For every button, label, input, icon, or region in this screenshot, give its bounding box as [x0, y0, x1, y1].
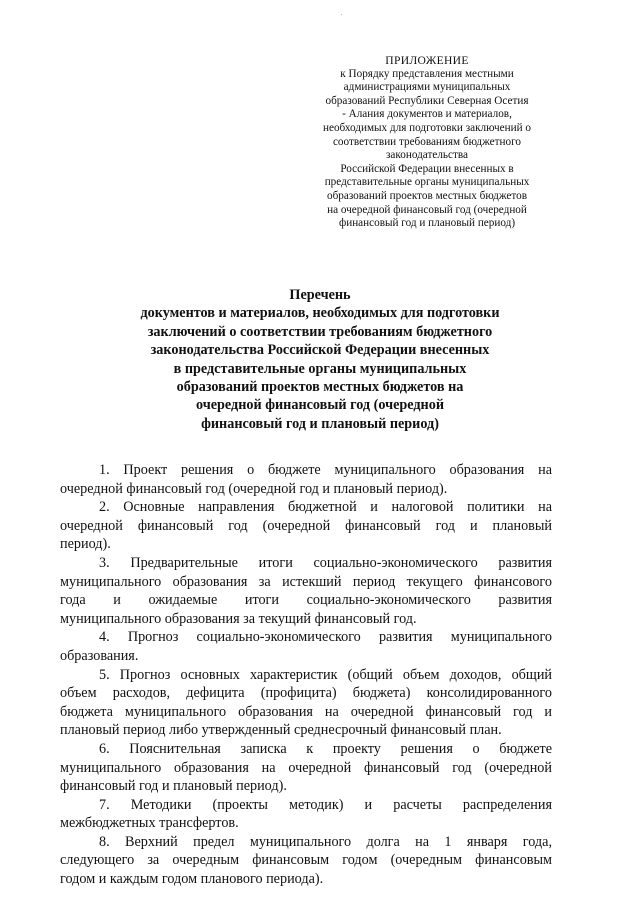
- appendix-line: Российской Федерации внесенных в: [340, 162, 514, 175]
- list-item-line: плановый период либо утвержденный среднесрочный финансовый план.: [60, 722, 502, 739]
- appendix-line: на очередной финансовый год (очередной: [327, 203, 527, 216]
- title-line: очередной финансовый год (очередной: [196, 397, 444, 414]
- list-item-line: следующего за очередным финансовым годом (очередным финансовым: [60, 852, 552, 869]
- list-item: [60, 796, 552, 833]
- appendix-line: образований Республики Северная Осетия: [325, 94, 529, 107]
- list-item-line: 4. Прогноз социально-экономического развития муниципального: [99, 629, 552, 646]
- list-item-line: года и ожидаемые итоги социально-экономического развития: [60, 592, 552, 609]
- appendix-line: - Алания документов и материалов,: [342, 108, 512, 121]
- title-line: заключений о соответствии требованиям бюджетного: [147, 323, 493, 340]
- title-line: документов и материалов, необходимых для подготовки: [140, 305, 500, 322]
- list-item-line: финансовый год и плановый период).: [60, 778, 287, 795]
- list-item-line: муниципального образования на очередной финансовый год (очередной: [60, 759, 552, 776]
- appendix-header: [298, 54, 556, 231]
- appendix-heading: ПРИЛОЖЕНИЕ: [385, 54, 469, 67]
- title-line: Перечень: [289, 287, 351, 303]
- title-line: в представительные органы муниципальных: [173, 360, 467, 377]
- list-item-line: 5. Прогноз основных характеристик (общий объем доходов, общий: [99, 666, 552, 683]
- appendix-line: необходимых для подготовки заключений о: [323, 121, 531, 134]
- appendix-line: представительные органы муниципальных: [324, 176, 530, 189]
- title-line: финансовый год и плановый период): [201, 415, 439, 432]
- list-item: [60, 628, 552, 665]
- appendix-line: образований проектов местных бюджетов: [326, 189, 528, 202]
- list-item: [60, 498, 552, 554]
- appendix-line: законодательства: [386, 149, 468, 162]
- appendix-line: соответствии требованиям бюджетного: [332, 135, 522, 148]
- list-item-line: период).: [60, 536, 111, 553]
- list-item-line: 7. Методики (проекты методик) и расчеты распределения: [99, 796, 552, 813]
- list-item-line: бюджета муниципального образования на очередной финансовый год и: [60, 703, 552, 720]
- list-item: [60, 833, 552, 889]
- appendix-line: администрациями муниципальных: [343, 81, 511, 94]
- list-item-line: 2. Основные направления бюджетной и налоговой политики на: [99, 499, 552, 516]
- document-list: [60, 461, 552, 889]
- list-item: [60, 461, 552, 498]
- list-item: [60, 740, 552, 796]
- appendix-line: к Порядку представления местными: [340, 67, 514, 80]
- list-item-line: образования.: [60, 647, 139, 664]
- list-item-line: 6. Пояснительная записка к проекту решения о бюджете: [99, 740, 552, 757]
- list-item-line: 3. Предварительные итоги социально-экономического развития: [99, 554, 552, 571]
- document-title: [84, 286, 556, 433]
- list-item: [60, 666, 552, 740]
- list-item-line: объем расходов, дефицита (профицита) бюджета) консолидированного: [60, 685, 552, 702]
- list-item: [60, 554, 552, 628]
- scan-speck: [341, 14, 342, 15]
- title-line: законодательства Российской Федерации внесенных: [150, 342, 490, 359]
- list-item-line: муниципального образования за истекший период текущего финансового: [60, 573, 552, 590]
- list-item-line: очередной финансовый год (очередной год и плановый период).: [60, 480, 448, 497]
- list-item-line: годом и каждым годом планового периода).: [60, 871, 324, 888]
- list-item-line: 1. Проект решения о бюджете муниципального образования на: [99, 462, 552, 478]
- list-item-line: муниципального образования за текущий финансовый год.: [60, 610, 417, 627]
- list-item-line: очередной финансовый год (очередной финансовый год и плановый: [60, 517, 552, 534]
- title-line: образований проектов местных бюджетов на: [176, 379, 464, 396]
- appendix-line: финансовый год и плановый период): [338, 217, 516, 230]
- list-item-line: межбюджетных трансфертов.: [60, 815, 239, 832]
- list-item-line: 8. Верхний предел муниципального долга на 1 января года,: [99, 833, 552, 850]
